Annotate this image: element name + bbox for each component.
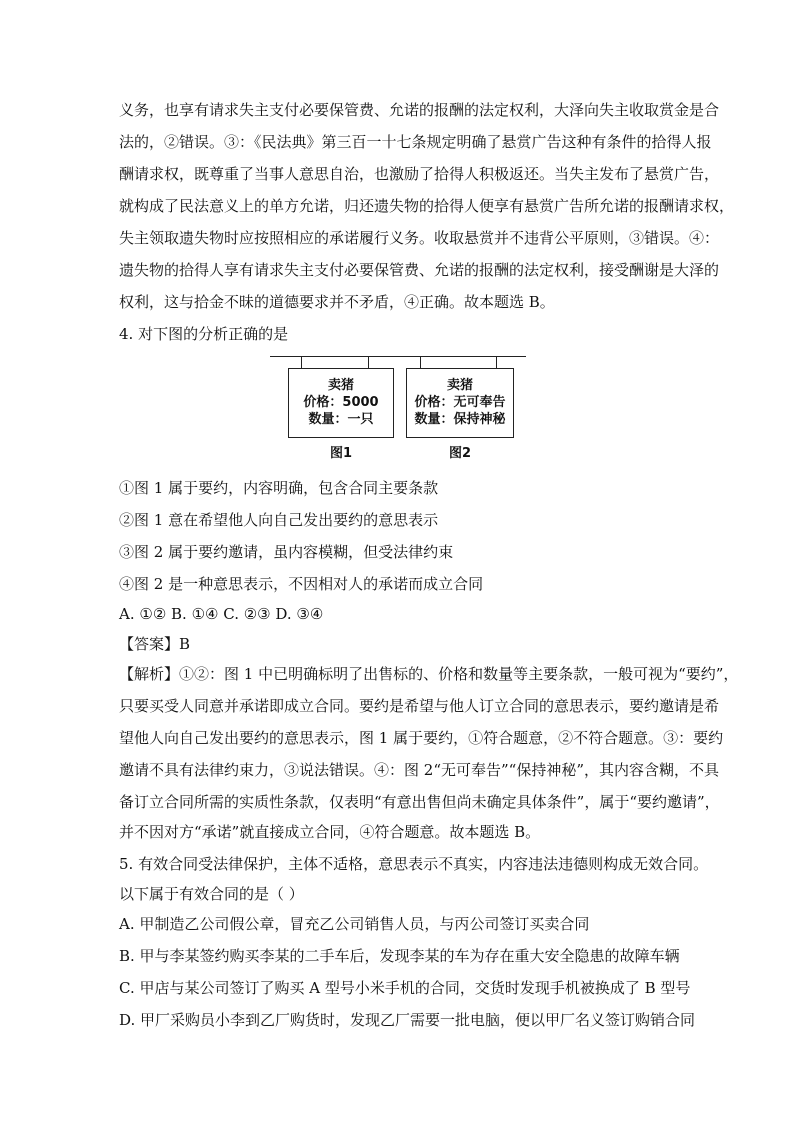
text-line: 义务，也享有请求失主支付必要保管费、允诺的报酬的法定权利，大泽向失主收取赏金是合 <box>119 101 720 119</box>
option-line: ③图 2 属于要约邀请，虽内容模糊，但受法律约束 <box>119 543 454 561</box>
figure-1-title: 卖猪 <box>327 378 354 393</box>
analysis-line: 备订立合同所需的实质性条款，仅表明“有意出售但尚未确定具体条件”，属于“要约邀请”， <box>119 793 720 811</box>
diagram-tick <box>496 356 497 368</box>
text-line: 就构成了民法意义上的单方允诺，归还遗失物的拾得人便享有悬赏广告所允诺的报酬请求权， <box>119 197 735 215</box>
question-5-line: 5. 有效合同受法律保护，主体不适格，意思表示不真实，内容违法违德则构成无效合同。 <box>119 855 709 873</box>
text-line: 遗失物的拾得人享有请求失主支付必要保管费、允诺的报酬的法定权利，接受酬谢是大泽的 <box>119 261 720 279</box>
text-line: 法的，②错误。③：《民法典》第三百一十七条规定明确了悬赏广告这种有条件的拾得人报 <box>119 133 712 151</box>
analysis-line: 邀请不具有法律约束力，③说法错误。④：图 2“无可奉告”“保持神秘”，其内容含糊，不具 <box>119 761 719 779</box>
analysis-line: 【解析】①②：图 1 中已明确标明了出售标的、价格和数量等主要条款，一般可视为“要约”， <box>119 665 739 683</box>
diagram-tick <box>301 356 302 368</box>
option-line: A. 甲制造乙公司假公章，冒充乙公司销售人员，与丙公司签订买卖合同 <box>119 915 590 933</box>
figure-2-caption: 图2 <box>448 446 472 461</box>
question-4: 4. 对下图的分析正确的是 <box>119 325 289 343</box>
option-line: ①图 1 属于要约，内容明确，包含合同主要条款 <box>119 479 439 497</box>
option-line: C. 甲店与某公司签订了购买 A 型号小米手机的合同，交货时发现手机被换成了 B 型号 <box>119 979 691 997</box>
option-line: ④图 2 是一种意思表示，不因相对人的承诺而成立合同 <box>119 575 484 593</box>
answer: 【答案】B <box>119 635 191 653</box>
analysis-line: 并不因对方“承诺”就直接成立合同，④符合题意。故本题选 B。 <box>119 823 541 841</box>
option-line: B. 甲与李某签约购买李某的二手车后，发现李某的车为存在重大安全隐患的故障车辆 <box>119 947 680 965</box>
figure-2-box <box>406 368 514 438</box>
figure-2-title: 卖猪 <box>446 378 473 393</box>
figure-2-price: 价格：无可奉告 <box>414 395 506 410</box>
figure-1-quantity: 数量：一只 <box>308 412 374 427</box>
analysis-line: 望他人向自己发出要约的意思表示，图 1 属于要约，①符合题意，②不符合题意。③：要约 <box>119 729 724 747</box>
text-line: 失主领取遗失物时应按照相应的承诺履行义务。收取悬赏并不违背公平原则，③错误。④： <box>119 229 720 247</box>
option-line: ②图 1 意在希望他人向自己发出要约的意思表示 <box>119 511 439 529</box>
figure-1-box <box>288 368 394 438</box>
diagram-rail <box>270 356 526 357</box>
figure-1-price: 价格：5000 <box>303 395 379 410</box>
option-line: D. 甲厂采购员小李到乙厂购货时，发现乙厂需要一批电脑，便以甲厂名义签订购销合同 <box>119 1011 696 1029</box>
text-line: 酬请求权，既尊重了当事人意思自治，也激励了拾得人积极返还。当失主发布了悬赏广告， <box>119 165 720 183</box>
pig-sale-diagram <box>270 352 526 462</box>
diagram-tick <box>368 356 369 368</box>
diagram-tick <box>420 356 421 368</box>
text-line: 权利，这与拾金不昧的道德要求并不矛盾，④正确。故本题选 B。 <box>119 293 555 311</box>
figure-2-quantity: 数量：保持神秘 <box>414 412 506 427</box>
choices-line: A. ①② B. ①④ C. ②③ D. ③④ <box>119 605 324 623</box>
question-5-line: 以下属于有效合同的是（ ） <box>119 885 304 903</box>
analysis-line: 只要买受人同意并承诺即成立合同。要约是希望与他人订立合同的意思表示，要约邀请是希 <box>119 697 720 715</box>
figure-1-caption: 图1 <box>329 446 353 461</box>
